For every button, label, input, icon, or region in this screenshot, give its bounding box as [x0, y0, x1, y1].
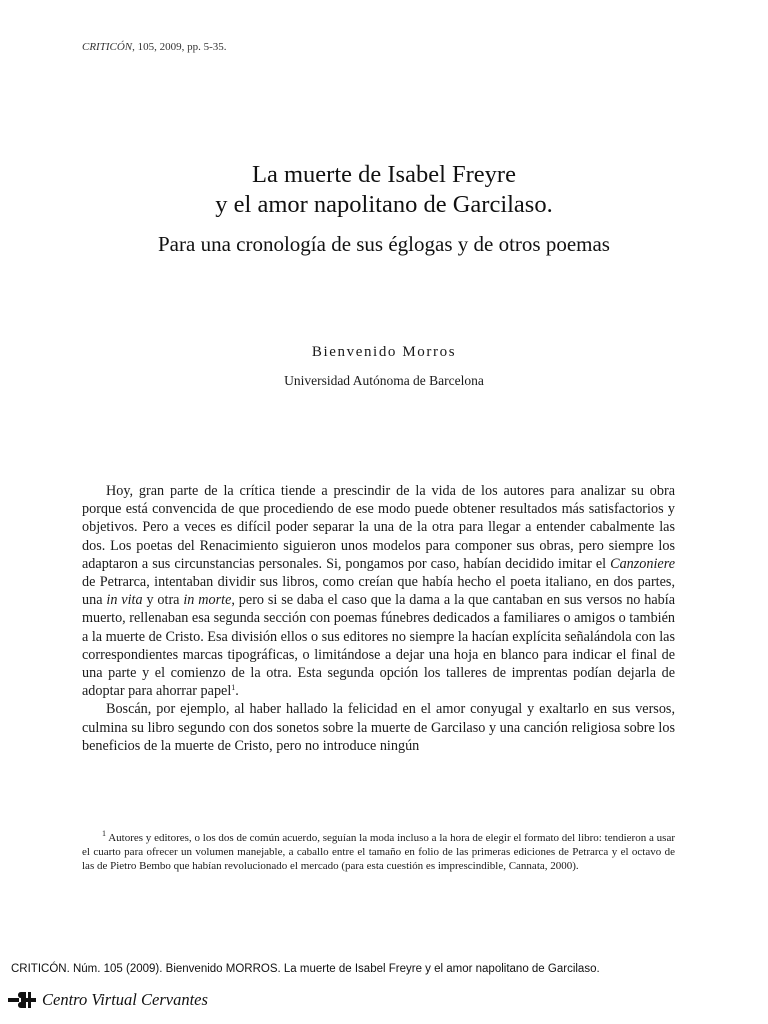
italic-term-in-morte: in morte	[183, 592, 232, 609]
paragraph-text: de Petrarca, intentaban dividir sus libros, como creían que había hecho el poeta italiano, en dos partes, una	[82, 574, 675, 609]
journal-reference	[82, 41, 227, 53]
italic-term-canzoniere: Canzoniere	[610, 555, 675, 572]
journal-issue-pages: , 105, 2009, pp. 5-35.	[132, 41, 227, 53]
footnote	[82, 831, 675, 874]
body-paragraph-1	[82, 482, 675, 700]
article-title-line-1: La muerte de Isabel Freyre	[252, 161, 516, 188]
journal-name: CRITICÓN	[82, 41, 133, 53]
paragraph-text: , pero si se daba el caso que la dama a la que cantaban en sus versos no había muerto, rellenaban esa segunda sección con poemas fúnebres dedicados a familiares o amigos o también a la muerte de Cristo. Esa división ellos o sus editores no siempre la hacían explícita señalándola con las correspondientes marcas tipográficas, o limitándose a dejar una hoja en blanco para indicar el final de una parte y el comienzo de la otra. Esta segunda opción los talleres de imprentas podían dejarla de adoptar para ahorrar papel	[82, 592, 675, 700]
article-subtitle: Para una cronología de sus églogas y de otros poemas	[158, 232, 610, 256]
author-name: Bienvenido Morros	[311, 344, 457, 360]
article-title-line-2: y el amor napolitano de Garcilaso.	[215, 191, 553, 218]
cvc-logo-icon	[8, 989, 36, 1011]
footnote-text: Autores y editores, o los dos de común acuerdo, seguían la moda incluso a la hora de elegir el formato del libro: tendieron a usar el cuarto para ofrecer un volumen manejable, a caballo entre el tamaño en folio de las primeras ediciones de Petrarca y el octavo de las de Pietro Bembo que habían revolucionado el mercado (para esta cuestión es imprescindible, Cannata, 2000).	[82, 832, 675, 873]
italic-term-in-vita: in vita	[106, 592, 143, 609]
body-paragraph-2: Boscán, por ejemplo, al haber hallado la felicidad en el amor conyugal y exaltarlo en sus versos, culmina su libro segundo con dos sonetos sobre la muerte de Garcilaso y una canción religiosa sobre los beneficios de la muerte de Cristo, pero no introduce ningún	[82, 701, 675, 754]
paragraph-text: .	[235, 683, 239, 700]
article-body	[82, 482, 675, 755]
article-title-block	[0, 160, 768, 258]
cvc-logo[interactable]	[8, 986, 248, 1014]
paragraph-text: y otra	[142, 592, 184, 609]
citation-footer: CRITICÓN. Núm. 105 (2009). Bienvenido MORROS. La muerte de Isabel Freyre y el amor napolitano de Garcilaso.	[11, 963, 600, 975]
footnote-number: 1	[102, 829, 106, 838]
cvc-logo-text: Centro Virtual Cervantes	[42, 990, 208, 1009]
author-affiliation: Universidad Autónoma de Barcelona	[284, 373, 484, 388]
paragraph-text: Hoy, gran parte de la crítica tiende a prescindir de la vida de los autores para analizar su obra porque está convencida de que procediendo de ese modo puede obtener resultados más satisfactorios y objetivos. Pero a veces es difícil poder separar la una de la otra para llegar a entender cabalmente las dos. Los poetas del Renacimiento siguieron unos modelos para componer sus obras, pero siempre los adaptaron a sus circunstancias personales. Si, pongamos por caso, habían decidido imitar el	[82, 483, 675, 572]
footnote-reference[interactable]: 1	[231, 683, 236, 693]
footnote-paragraph	[82, 831, 675, 874]
